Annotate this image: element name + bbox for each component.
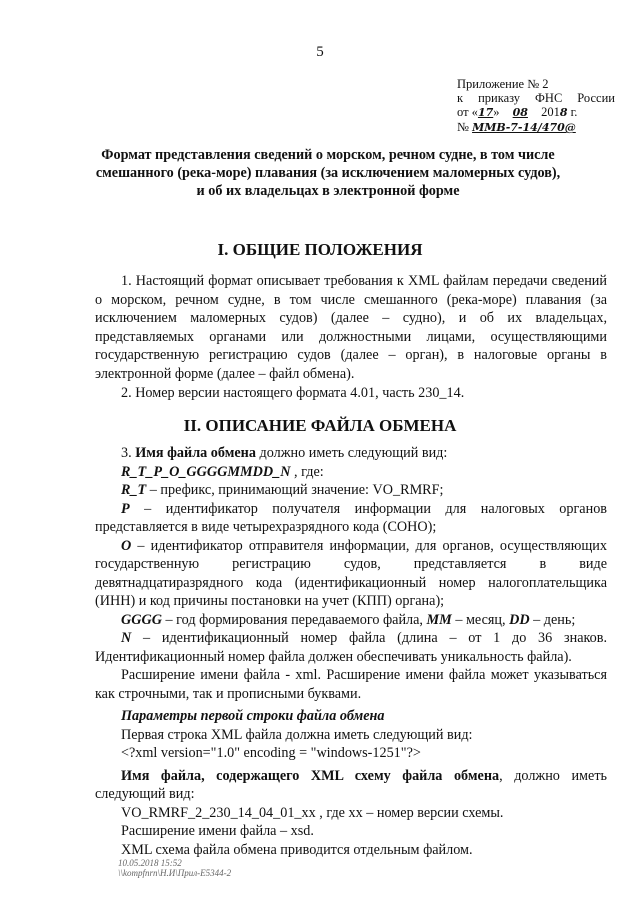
appendix-date: от «17» 08 2018 г.: [457, 105, 578, 119]
extension-note: Расширение имени файла - xml. Расширение имени файла может указываться как строчными, так и прописными буквами.: [95, 667, 607, 702]
handwritten-day: 17: [477, 106, 494, 119]
schema-extension: Расширение имени файла – xsd.: [121, 823, 314, 839]
section1-heading: I. ОБЩИЕ ПОЛОЖЕНИЯ: [217, 240, 423, 259]
handwritten-year: 8: [559, 106, 568, 119]
handwritten-order-number: ММВ-7-14/470@: [472, 121, 576, 134]
schema-note: XML схема файла обмена приводится отдельным файлом.: [121, 841, 473, 858]
appendix-block: [457, 77, 615, 135]
section2-body: [95, 444, 607, 859]
page-number: 5: [316, 44, 324, 60]
schema-name-paragraph: Имя файла, содержащего XML схему файла обмена, должно иметь следующий вид:: [95, 767, 607, 802]
date-definition: GGGG – год формирования передаваемого файла, MM – месяц, DD – день;: [121, 611, 576, 628]
paragraph-2: 2. Номер версии настоящего формата 4.01, часть 230_14.: [121, 385, 465, 401]
number-definition: N – идентификационный номер файла (длина – от 1 до 36 знаков. Идентификационный номер файла должен обеспечивать уникальность файла).: [95, 630, 607, 665]
handwritten-month: 08: [512, 106, 528, 119]
params-heading: Параметры первой строки файла обмена: [121, 708, 385, 724]
appendix-number: № ММВ-7-14/470@: [457, 120, 576, 134]
file-name-pattern: R_T_P_O_GGGGMMDD_N , где:: [121, 463, 324, 480]
prefix-definition: R_T – префикс, принимающий значение: VO_RMRF;: [121, 482, 444, 498]
first-line-text: Первая строка XML файла должна иметь следующий вид:: [121, 726, 473, 743]
appendix-line2: к приказу ФНС России: [457, 91, 615, 105]
footer-stamp: 10.05.2018 15:52 \\kompfnrn\Н.И\Прил-Е5344-2: [118, 858, 232, 878]
schema-name: VO_RMRF_2_230_14_04_01_xx , где хх – номер версии схемы.: [121, 804, 504, 821]
recipient-definition: P – идентификатор получателя информации для налоговых органов представляется в виде четырехразрядного кода (СОНО);: [95, 500, 607, 535]
paragraph-3: 3. Имя файла обмена должно иметь следующий вид:: [121, 445, 448, 461]
sender-definition: O – идентификатор отправителя информации, для органов, осуществляющих государственную регистрацию судов, представляется в виде девятнадцатиразрядного кода (идентификационный номер налогоплательщика (ИНН) и код причины постановки на учет (КПП) органа);: [95, 537, 607, 609]
section2-heading: II. ОПИСАНИЕ ФАЙЛА ОБМЕНА: [183, 416, 457, 435]
appendix-line1: Приложение № 2: [457, 77, 549, 91]
xml-declaration: <?xml version="1.0" encoding = "windows-1251"?>: [121, 745, 421, 761]
paragraph-1: 1. Настоящий формат описывает требования к XML файлам передачи сведений о морском, речном судне, в том числе смешанного (река-море) плавания (за исключением маломерных судов) (далее – судно), и об их владельцах, представляемых органами или должностными лицами, осуществляющими государственную регистрацию судов (далее – орган), в налоговые органы в электронной форме (далее – файл обмена).: [95, 273, 607, 382]
document-title: Формат представления сведений о морском, речном судне, в том числе смешанного (река-море) плавания (за исключением маломерных судов), и об их владельцах в электронной форме: [95, 147, 561, 199]
